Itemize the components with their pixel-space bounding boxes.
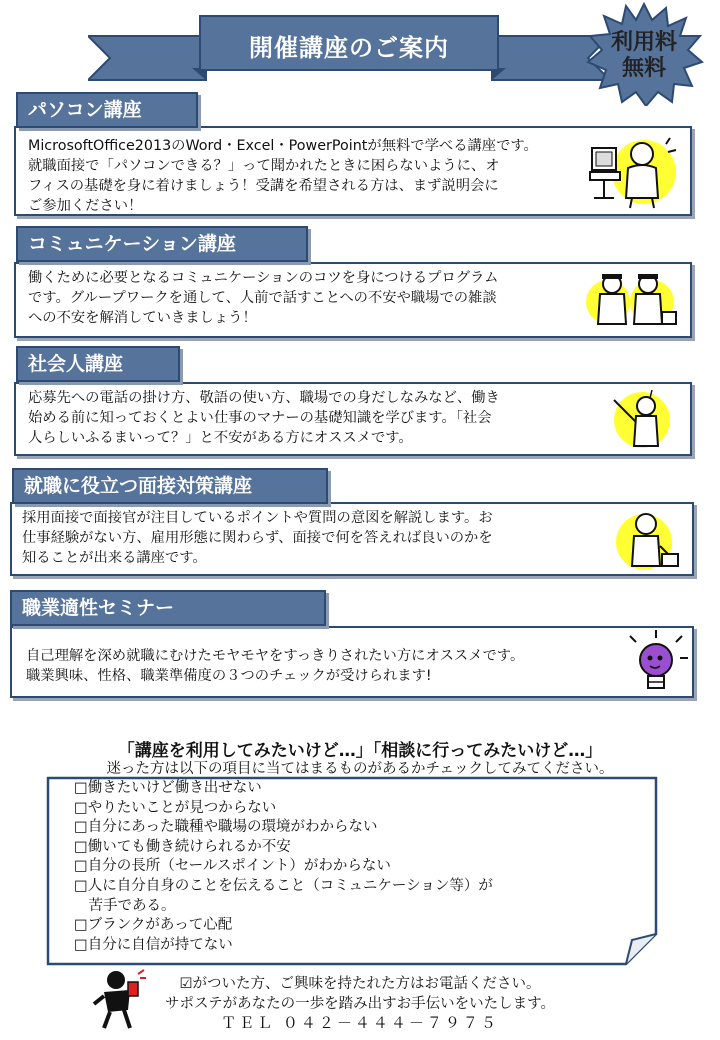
checklist-subheading: 迷った方は以下の項目に当てはまるものがあるかチェックしてみてください。 <box>106 761 614 777</box>
checklist-items <box>74 779 493 955</box>
course-desc-pc <box>28 136 538 216</box>
desc-line: 職業興味、性格、職業準備度の３つのチェックが受けられます! <box>26 668 432 684</box>
desc-line: 働くために必要となるコミュニケーションのコツを身につけるプログラム <box>28 270 499 286</box>
checklist-item: □自分の長所（セールスポイント）がわからない <box>74 858 391 875</box>
desc-line: への不安を解消していきましょう！ <box>28 310 257 326</box>
desc-line: です。グループワークを通して、人前で話すことへの不安や職場での雑談 <box>28 290 497 306</box>
course-desc-interview <box>22 508 493 568</box>
checklist-item: □働いても働き続けられるか不安 <box>74 838 291 855</box>
footer-tel: ＴＥＬ ０４２－４４４－７９７５ <box>221 1014 499 1032</box>
fee-label-line2: 無料 <box>621 56 666 81</box>
businessman-briefcase-icon <box>612 506 682 578</box>
desc-line: 採用面接で面接官が注目しているポイントや質問の意図を解説します。お <box>22 510 493 526</box>
checklist-item: □働きたいけど働き出せない <box>74 780 262 796</box>
desc-line: 就職面接で「パソコンできる？」って聞かれたときに困らないように、オ <box>28 158 500 174</box>
free-fee-badge <box>584 2 704 106</box>
fee-label-line1: 利用料 <box>610 30 677 55</box>
checklist-heading: 「講座を利用してみたいけど…」「相談に行ってみたいけど…」 <box>117 741 603 761</box>
course-desc-social <box>28 388 500 448</box>
header-banner <box>88 10 610 82</box>
course-desc-aptitude <box>26 646 524 686</box>
course-title-communication: コミュニケーション講座 <box>16 226 308 262</box>
desc-line: 応募先への電話の掛け方、敬語の使い方、職場での身だしなみなど、働き <box>28 390 500 406</box>
desc-line: 知ることが出来る講座です。 <box>22 550 207 566</box>
desc-line: MicrosoftOffice2013のWord・Excel・PowerPointが無料で学べる講座です。 <box>28 138 538 154</box>
course-title-aptitude: 職業適性セミナー <box>10 590 326 626</box>
checklist-item: □自分に自信が持てない <box>74 936 233 953</box>
footer-support-text: サポステがあなたの一歩を踏み出すお手伝いをいたします。 <box>164 996 556 1012</box>
desc-line: ご参加ください！ <box>28 198 143 214</box>
desc-line: 自己理解を深め就職にむけたモヤモヤをすっきりされたい方にオススメです。 <box>26 648 525 664</box>
desc-line: フィスの基礎を身に着けましょう！受講を希望される方は、まず説明会に <box>28 178 499 194</box>
presenter-pointer-icon <box>608 386 678 456</box>
checklist-item: □ブランクがあって心配 <box>74 917 233 934</box>
footer-call-text: ☑がついた方、ご興味を持たれた方はお電話ください。 <box>179 976 541 992</box>
lightbulb-idea-icon <box>626 630 688 700</box>
computer-person-icon <box>586 132 678 216</box>
checklist-item: □人に自分自身のことを伝えること（コミュニケーション等）が <box>74 877 493 894</box>
course-title-pc: パソコン講座 <box>16 92 198 128</box>
checklist-item: □やりたいことが見つからない <box>74 799 277 816</box>
course-title-interview: 就職に役立つ面接対策講座 <box>12 468 328 504</box>
two-people-talking-icon <box>586 266 680 338</box>
page-title: 開催講座のご案内 <box>249 34 449 62</box>
desc-line: 人らしいふるまいって？」と不安がある方にオススメです。 <box>28 430 413 446</box>
course-title-social: 社会人講座 <box>16 346 180 382</box>
desc-line: 始める前に知っておくとよい仕事のマナーの基礎知識を学びます。「社会 <box>28 410 492 426</box>
desc-line: 仕事経験がない方、雇用形態に関わらず、面接で何を答えれば良いのかを <box>22 530 493 546</box>
checklist-item: □自分にあった職種や職場の環境がわからない <box>74 819 378 836</box>
course-desc-communication <box>28 268 499 328</box>
checklist-item: 苦手である。 <box>74 897 176 914</box>
